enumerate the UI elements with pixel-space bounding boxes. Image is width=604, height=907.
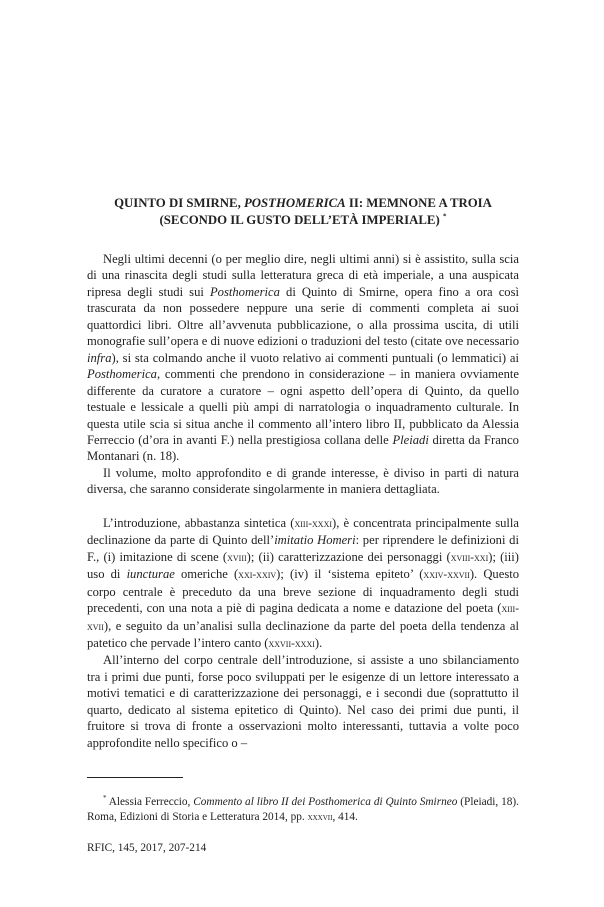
- paragraph-4: All’interno del corpo centrale dell’introduzione, si assiste a uno sbilanciamento tra i primi due punti, forse poco sviluppati per le esigenze di un lettore interessato a motivi tematici e di caratterizzazione dei personaggi, e i secondi due (soprattutto il quarto, dedicato al sistema epitetico di Quinto). Nel caso dei primi due punti, il fruitore si trova di fronte a osservazioni molto interessanti, tuttavia a volte poco approfondite nello specifico o –: [87, 653, 519, 750]
- article-body: [87, 251, 519, 751]
- title-italic: POSTHOMERICA: [243, 196, 346, 210]
- footnote-marker: *: [103, 794, 107, 803]
- paragraph-3: L’introduzione, abbastanza sintetica (xiii-xxxi), è concentrata principalmente sulla declinazione da parte di Quinto dell’imitatio Homeri: per riprendere le definizioni di F., (i) imitazione di scene (xviii); (ii) caratterizzazione dei personaggi (xviii-xxi); (iii) uso di iuncturae omeriche (xxi-xxiv); (iv) il ‘sistema epiteto’ (xxiv-xxvii). Questo corpo centrale è preceduto da una breve sezione di inquadramento degli studi precedenti, con una nota a piè di pagina dedicata a nome e datazione del poeta (xiii-xvii), e seguito da un’analisi sulla declinazione da parte del poeta della tendenza al patetico che pervade l’intero canto (xxvii-xxxi).: [87, 515, 520, 650]
- footnote-divider: [87, 777, 183, 778]
- journal-reference: RFIC, 145, 2017, 207-214: [87, 842, 207, 855]
- article-title: [87, 195, 519, 229]
- title-line-1: QUINTO DI SMIRNE, POSTHOMERICA II: MEMNONE A TROIA: [114, 196, 492, 210]
- paragraph-1: Negli ultimi decenni (o per meglio dire, negli ultimi anni) si è assistito, sulla scia di una rinascita degli studi sulla letteratura greca di età imperiale, a una auspicata ripresa degli studi sui Posthomerica di Quinto di Smirne, opera fino a ora così trascurata da non possedere neppure una serie di commenti completa ai suoi quattordici libri. Oltre all’avvenuta pubblicazione, o alla prossima uscita, di utili monografie sull’opera e di nuove edizioni o traduzioni del testo (citate ove necessario infra), si sta colmando anche il vuoto relativo ai commenti puntuali (o lemmatici) ai Posthomerica, commenti che prendono in considerazione – in maniera ovviamente differente da curatore a curatore – ogni aspetto dell’opera di Quinto, da quello testuale e lessicale a quelli più ampi di narratologia o inquadramento culturale. In questa utile scia si situa anche il commento all’intero libro II, pubblicato da Alessia Ferreccio (d’ora in avanti F.) nella prestigiosa collana delle Pleiadi diretta da Franco Montanari (n. 18).: [87, 252, 519, 464]
- page: [87, 195, 519, 856]
- footnote: * Alessia Ferreccio, Commento al libro II dei Posthomerica di Quinto Smirneo (Pleiadi, 18). Roma, Edizioni di Storia e Letteratura 2014, pp. xxxvii, 414.: [87, 794, 519, 824]
- title-line-2: (SECONDO IL GUSTO DELL’ETÀ IMPERIALE) *: [159, 212, 447, 227]
- paragraph-2: Il volume, molto approfondito e di grande interesse, è diviso in parti di natura diversa, che saranno considerate singolarmente in maniera dettagliata.: [87, 465, 519, 497]
- title-footnote-marker: *: [442, 212, 447, 221]
